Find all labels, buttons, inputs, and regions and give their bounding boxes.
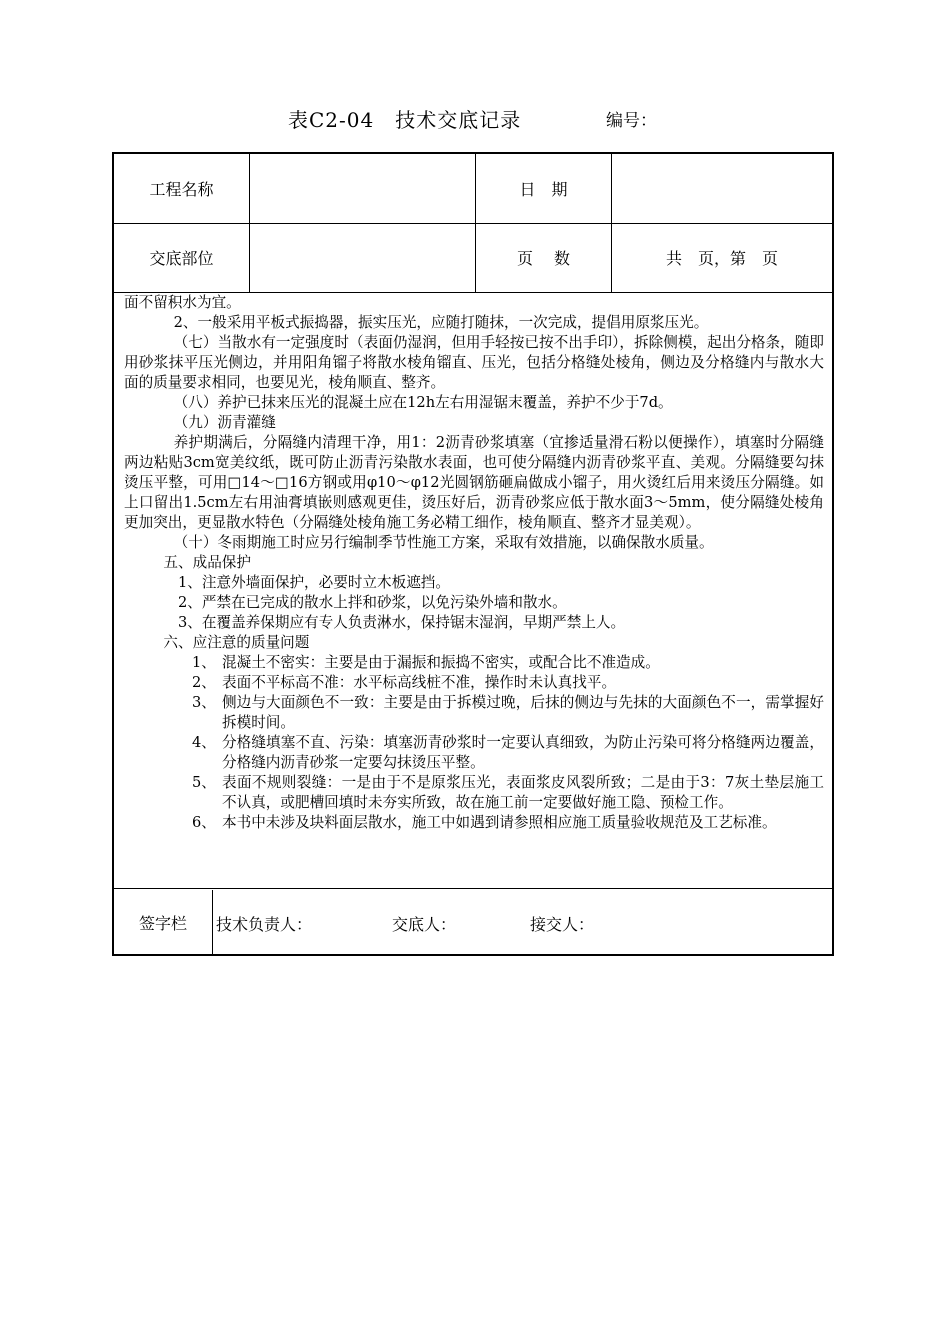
- section-heading: 五、成品保护: [163, 554, 251, 571]
- record-table: [112, 152, 834, 956]
- paragraph: （九）沥青灌缝: [173, 414, 276, 431]
- item-number: 5、: [192, 774, 216, 791]
- list-item: 2、严禁在已完成的散水上拌和砂浆，以免污染外墙和散水。: [178, 594, 567, 611]
- part-label: 交底部位: [114, 223, 250, 292]
- item-text: 表面不规则裂缝：一是由于不是原浆压光，表面浆皮风裂所致；二是由于3：7灰土垫层施工不认真，或肥槽回填时未夯实所致，故在施工前一定要做好施工隐、预检工作。: [222, 774, 824, 811]
- pages-label: 页 数: [476, 223, 612, 292]
- info-row-project: [114, 154, 832, 224]
- list-item: [124, 673, 824, 693]
- item-number: 3、: [192, 694, 216, 711]
- info-row-part: [114, 223, 832, 293]
- item-number: 1、: [192, 654, 216, 671]
- paragraph: （十）冬雨期施工时应另行编制季节性施工方案，采取有效措施，以确保散水质量。: [173, 534, 714, 551]
- signature-label: 签字栏: [114, 890, 213, 954]
- list-item: [124, 653, 824, 673]
- signature-row: [114, 890, 832, 954]
- page-title: 表C2-04 技术交底记录: [288, 108, 522, 132]
- paragraph: 面不留积水为宜。: [124, 294, 241, 311]
- date-label: 日 期: [476, 154, 612, 223]
- list-item: [124, 693, 824, 733]
- paragraph: 养护期满后，分隔缝内清理干净，用1：2沥青砂浆填塞（宜掺适量滑石粉以便操作），填塞时分隔缝两边粘贴3cm宽美纹纸，既可防止沥青污染散水表面，也可使分隔缝内沥青砂浆平直、美观。分隔缝要勾抹烫压平整，可用□14～□16方钢或用φ10～φ12光圆钢筋砸扁做成小镏子，用火烫红后用来烫压分隔缝。如上口留出1.5cm左右用油膏填嵌则感观更佳，烫压好后，沥青砂浆应低于散水面3～5mm，使分隔缝处棱角更加突出，更显散水特色（分隔缝处棱角施工务必精工细作，棱角顺直、整齐才显美观）。: [124, 434, 824, 531]
- project-name-field[interactable]: [250, 154, 476, 223]
- receiver-signature[interactable]: 接交人：: [530, 915, 595, 934]
- disclosure-content: [114, 293, 832, 889]
- list-item: [124, 733, 824, 773]
- item-number: 4、: [192, 734, 216, 751]
- paragraph: 2、一般采用平板式振捣器，振实压光，应随打随抹，一次完成，提倡用原浆压光。: [173, 314, 709, 331]
- tech-lead-signature[interactable]: 技术负责人：: [216, 915, 313, 934]
- item-text: 侧边与大面颜色不一致：主要是由于拆模过晚，后抹的侧边与先抹的大面颜色不一，需掌握好拆模时间。: [222, 694, 824, 731]
- list-item: [124, 813, 824, 833]
- item-text: 分格缝填塞不直、污染：填塞沥青砂浆时一定要认真细致，为防止污染可将分格缝两边覆盖，分格缝内沥青砂浆一定要勾抹烫压平整。: [222, 734, 824, 771]
- item-text: 表面不平标高不准：水平标高线桩不准，操作时未认真找平。: [222, 674, 617, 691]
- part-field[interactable]: [250, 223, 476, 292]
- list-item: 3、在覆盖养保期应有专人负责淋水，保持锯末湿润，早期严禁上人。: [178, 614, 626, 631]
- discloser-signature[interactable]: 交底人：: [392, 915, 457, 934]
- date-field[interactable]: [612, 154, 832, 223]
- number-label: 编号：: [606, 111, 657, 131]
- list-item: 1、注意外墙面保护，必要时立木板遮挡。: [178, 574, 450, 591]
- list-item: [124, 773, 824, 813]
- item-text: 混凝土不密实：主要是由于漏振和振捣不密实，或配合比不准造成。: [222, 654, 660, 671]
- paragraph: （七）当散水有一定强度时（表面仍湿润，但用手轻按已按不出手印），拆除侧模，起出分格条，随即用砂浆抹平压光侧边，并用阳角镏子将散水棱角镏直、压光，包括分格缝处棱角，侧边及分格缝内与散水大面的质量要求相同，也要见光，棱角顺直、整齐。: [124, 334, 824, 391]
- item-number: 2、: [192, 674, 216, 691]
- paragraph: （八）养护已抹来压光的混凝土应在12h左右用湿锯末覆盖，养护不少于7d。: [173, 394, 673, 411]
- pages-field: 共 页，第 页: [665, 249, 778, 268]
- title-row: [0, 104, 950, 134]
- item-text: 本书中未涉及块料面层散水，施工中如遇到请参照相应施工质量验收规范及工艺标准。: [222, 814, 777, 831]
- item-number: 6、: [192, 814, 216, 831]
- section-heading: 六、应注意的质量问题: [163, 634, 310, 651]
- project-name-label: 工程名称: [114, 154, 250, 223]
